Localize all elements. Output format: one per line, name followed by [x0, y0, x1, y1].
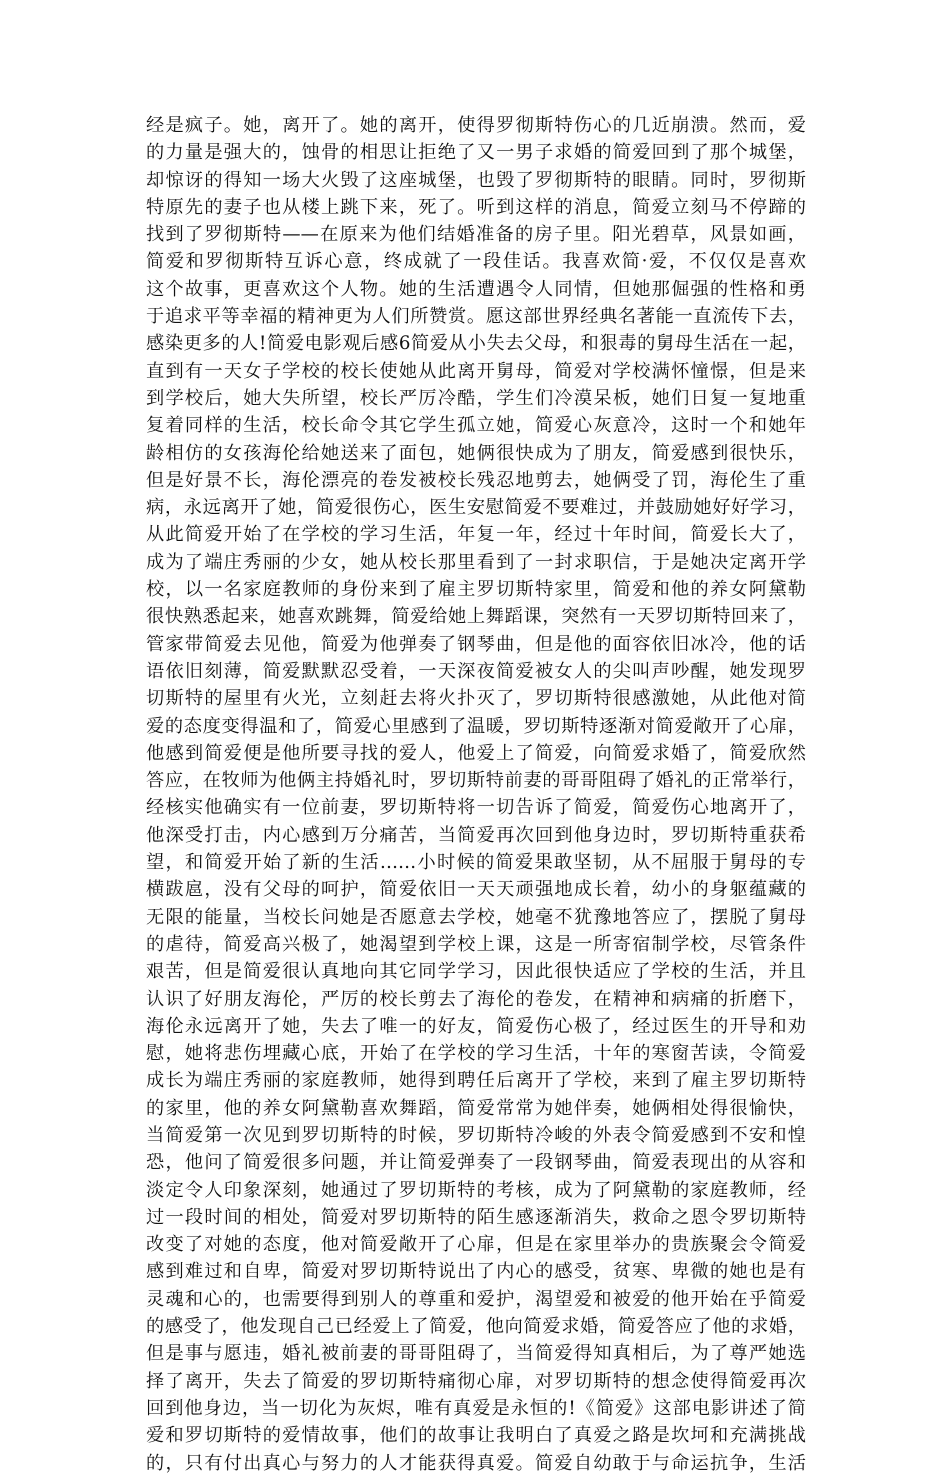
text-line: 龄相仿的女孩海伦给她送来了面包，她俩很快成为了朋友，简爱感到很快乐，: [146, 442, 806, 464]
text-line: 却惊讶的得知一场大火毁了这座城堡，也毁了罗彻斯特的眼睛。同时，罗彻斯: [146, 169, 806, 191]
text-line: 的力量是强大的，蚀骨的相思让拒绝了又一男子求婚的简爱回到了那个城堡，: [146, 142, 806, 164]
text-line: 答应，在牧师为他俩主持婚礼时，罗切斯特前妻的哥哥阻碍了婚礼的正常举行，: [146, 770, 806, 792]
text-line: 的家里，他的养女阿黛勒喜欢舞蹈，简爱常常为她伴奏，她俩相处得很愉快，: [146, 1097, 806, 1119]
text-line: 无限的能量，当校长问她是否愿意去学校，她毫不犹豫地答应了，摆脱了舅母: [146, 906, 806, 928]
text-line: 的，只有付出真心与努力的人才能获得真爱。简爱自幼敢于与命运抗争，生活: [146, 1452, 806, 1474]
text-line: 改变了对她的态度，他对简爱敞开了心扉，但是在家里举办的贵族聚会令简爱: [146, 1234, 806, 1256]
text-line: 切斯特的屋里有火光，立刻赶去将火扑灭了，罗切斯特很感激她，从此他对简: [146, 688, 806, 710]
text-line: 恐，他问了简爱很多问题，并让简爱弹奏了一段钢琴曲，简爱表现出的从容和: [146, 1152, 806, 1174]
text-line: 成为了端庄秀丽的少女，她从校长那里看到了一封求职信，于是她决定离开学: [146, 551, 806, 573]
text-line: 管家带简爱去见他，简爱为他弹奏了钢琴曲，但是他的面容依旧冰冷，他的话: [146, 633, 806, 655]
text-line: 但是事与愿违，婚礼被前妻的哥哥阻碍了，当简爱得知真相后，为了尊严她选: [146, 1343, 806, 1365]
text-line: 艰苦，但是简爱很认真地向其它同学学习，因此很快适应了学校的生活，并且: [146, 961, 806, 983]
text-line: 海伦永远离开了她，失去了唯一的好友，简爱伤心极了，经过医生的开导和劝: [146, 1015, 806, 1037]
text-line: 慰，她将悲伤埋藏心底，开始了在学校的学习生活，十年的寒窗苦读，令简爱: [146, 1043, 806, 1065]
text-line: 感染更多的人!简爱电影观后感6简爱从小失去父母，和狠毒的舅母生活在一起，: [146, 333, 806, 355]
text-line: 复着同样的生活，校长命令其它学生孤立她，简爱心灰意冷，这时一个和她年: [146, 415, 806, 437]
text-line: 认识了好朋友海伦，严厉的校长剪去了海伦的卷发，在精神和病痛的折磨下，: [146, 988, 806, 1010]
text-line: 校，以一名家庭教师的身份来到了雇主罗切斯特家里，简爱和他的养女阿黛勒: [146, 579, 806, 601]
text-line: 直到有一天女子学校的校长使她从此离开舅母，简爱对学校满怀憧憬，但是来: [146, 360, 806, 382]
text-line: 成长为端庄秀丽的家庭教师，她得到聘任后离开了学校，来到了雇主罗切斯特: [146, 1070, 806, 1092]
text-line: 从此简爱开始了在学校的学习生活，年复一年，经过十年时间，简爱长大了，: [146, 524, 806, 546]
text-line: 望，和简爱开始了新的生活……小时候的简爱果敢坚韧，从不屈服于舅母的专: [146, 852, 806, 874]
text-line: 当简爱第一次见到罗切斯特的时候，罗切斯特冷峻的外表令简爱感到不安和惶: [146, 1124, 806, 1146]
text-line: 的感受了，他发现自己已经爱上了简爱，他向简爱求婚，简爱答应了他的求婚，: [146, 1316, 806, 1338]
text-line: 很快熟悉起来，她喜欢跳舞，简爱给她上舞蹈课，突然有一天罗切斯特回来了，: [146, 606, 806, 628]
text-line: 的虐待，简爱高兴极了，她渴望到学校上课，这是一所寄宿制学校，尽管条件: [146, 933, 806, 955]
text-line: 灵魂和心的，也需要得到别人的尊重和爱护，渴望爱和被爱的他开始在乎简爱: [146, 1288, 806, 1310]
text-line: 经核实他确实有一位前妻，罗切斯特将一切告诉了简爱，简爱伤心地离开了，: [146, 797, 806, 819]
text-line: 病，永远离开了她，简爱很伤心，医生安慰简爱不要难过，并鼓励她好好学习，: [146, 497, 806, 519]
text-line: 他深受打击，内心感到万分痛苦，当简爱再次回到他身边时，罗切斯特重获希: [146, 824, 806, 846]
text-line: 他感到简爱便是他所要寻找的爱人，他爱上了简爱，向简爱求婚了，简爱欣然: [146, 742, 806, 764]
text-line: 语依旧刻薄，简爱默默忍受着，一天深夜简爱被女人的尖叫声吵醒，她发现罗: [146, 660, 806, 682]
text-line: 感到难过和自卑，简爱对罗切斯特说出了内心的感受，贫寒、卑微的她也是有: [146, 1261, 806, 1283]
text-line: 淡定令人印象深刻，她通过了罗切斯特的考核，成为了阿黛勒的家庭教师，经: [146, 1179, 806, 1201]
text-line: 回到他身边，当一切化为灰烬，唯有真爱是永恒的!《简爱》这部电影讲述了简: [146, 1397, 806, 1419]
text-line: 爱和罗切斯特的爱情故事，他们的故事让我明白了真爱之路是坎坷和充满挑战: [146, 1425, 806, 1447]
text-line: 但是好景不长，海伦漂亮的卷发被校长残忍地剪去，她俩受了罚，海伦生了重: [146, 469, 806, 491]
text-line: 爱的态度变得温和了，简爱心里感到了温暖，罗切斯特逐渐对简爱敞开了心扉，: [146, 715, 806, 737]
text-line: 横跋扈，没有父母的呵护，简爱依旧一天天顽强地成长着，幼小的身躯蕴藏的: [146, 879, 806, 901]
text-line: 经是疯子。她，离开了。她的离开，使得罗彻斯特伤心的几近崩溃。然而，爱: [146, 115, 806, 136]
text-line: 特原先的妻子也从楼上跳下来，死了。听到这样的消息，简爱立刻马不停蹄的: [146, 196, 806, 218]
text-line: 简爱和罗彻斯特互诉心意，终成就了一段佳话。我喜欢简·爱，不仅仅是喜欢: [146, 251, 806, 273]
text-line: 找到了罗彻斯特——在原来为他们结婚准备的房子里。阳光碧草，风景如画，: [146, 224, 806, 246]
text-line: 过一段时间的相处，简爱对罗切斯特的陌生感逐渐消失，救命之恩令罗切斯特: [146, 1206, 806, 1228]
text-line: 到学校后，她大失所望，校长严厉冷酷，学生们冷漠呆板，她们日复一复地重: [146, 387, 806, 409]
text-line: 这个故事，更喜欢这个人物。她的生活遭遇令人同情，但她那倔强的性格和勇: [146, 278, 806, 300]
text-line: 于追求平等幸福的精神更为人们所赞赏。愿这部世界经典名著能一直流传下去，: [146, 306, 806, 328]
body-text: [146, 112, 806, 1477]
text-line: 择了离开，失去了简爱的罗切斯特痛彻心扉，对罗切斯特的想念使得简爱再次: [146, 1370, 806, 1392]
